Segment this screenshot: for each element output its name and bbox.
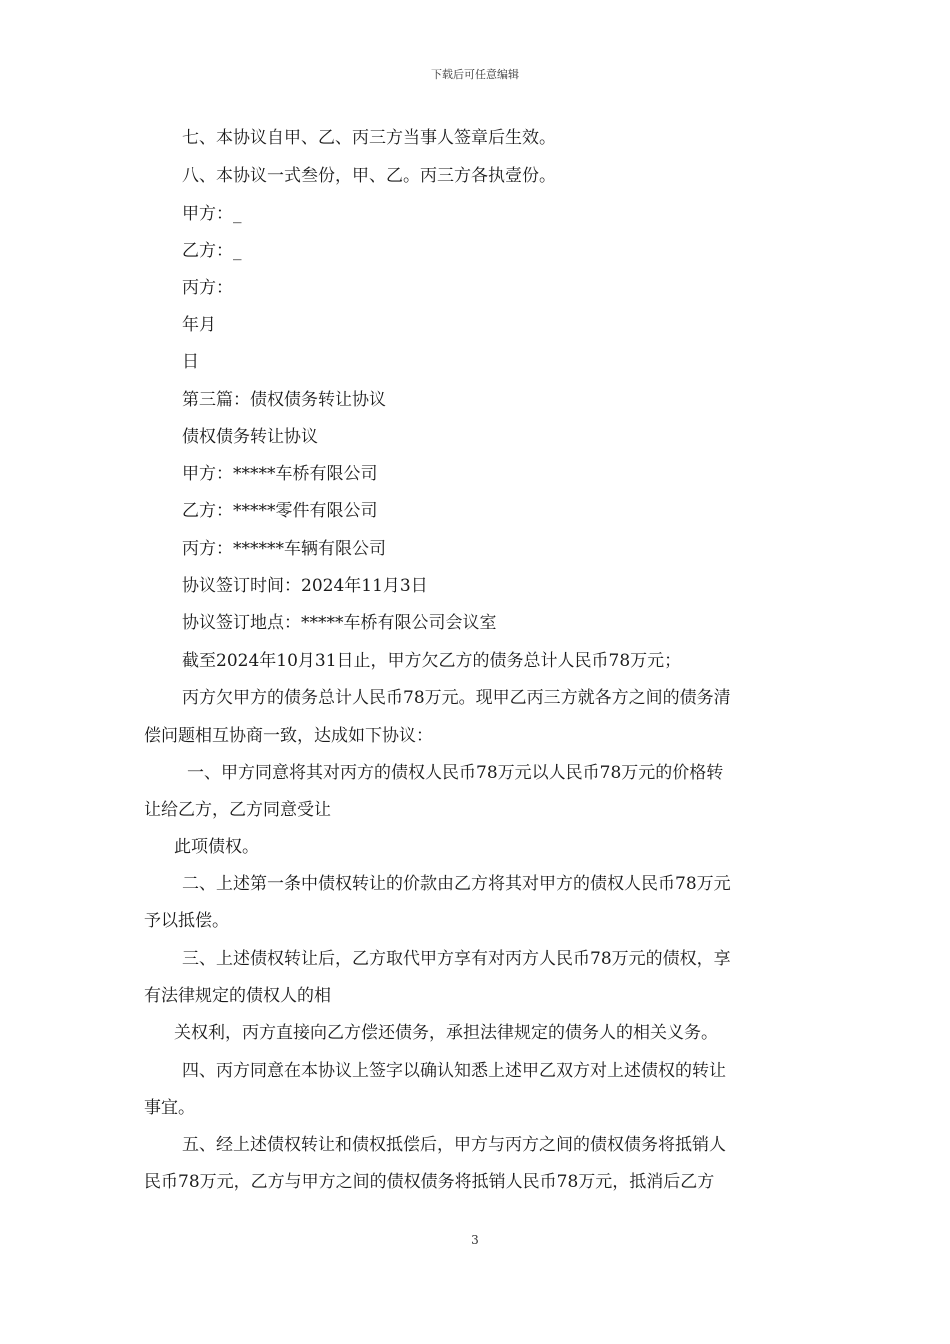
clause-seven: 七、本协议自甲、乙、丙三方当事人签章后生效。 [182,128,556,148]
clause-one-line-3: 此项债权。 [174,837,259,857]
party-b: 乙方：*****零件有限公司 [182,501,378,521]
preamble-line-1: 截至2024年10月31日止，甲方欠乙方的债务总计人民币78万元； [182,651,682,671]
clause-three-line-2: 有法律规定的债权人的相 [144,986,331,1006]
party-b-signature: 乙方：_ [182,241,242,261]
signing-time: 协议签订时间：2024年11月3日 [182,576,428,596]
section-title: 第三篇：债权债务转让协议 [182,390,386,410]
clause-four-line-1: 四、丙方同意在本协议上签字以确认知悉上述甲乙双方对上述债权的转让 [182,1061,726,1081]
party-c-signature: 丙方： [182,278,233,298]
page-number: 3 [471,1233,479,1247]
clause-three-line-3: 关权利，丙方直接向乙方偿还债务，承担法律规定的债务人的相关义务。 [174,1023,718,1043]
clause-eight: 八、本协议一式叁份，甲、乙。丙三方各执壹份。 [182,166,556,186]
preamble-line-2: 丙方欠甲方的债务总计人民币78万元。现甲乙丙三方就各方之间的债务清 [182,688,731,708]
page-header: 下载后可任意编辑 [431,68,519,81]
party-a: 甲方：*****车桥有限公司 [182,464,378,484]
clause-one-line-2: 让给乙方，乙方同意受让 [144,800,331,820]
clause-two-line-1: 二、上述第一条中债权转让的价款由乙方将其对甲方的债权人民币78万元 [182,874,731,894]
date-day: 日 [182,352,199,372]
clause-three-line-1: 三、上述债权转让后，乙方取代甲方享有对丙方人民币78万元的债权，享 [182,949,731,969]
party-c: 丙方：******车辆有限公司 [182,539,386,559]
preamble-line-3: 偿问题相互协商一致，达成如下协议： [144,726,433,746]
clause-four-line-2: 事宜。 [144,1098,195,1118]
signing-place: 协议签订地点：*****车桥有限公司会议室 [182,613,497,633]
party-a-signature: 甲方：_ [182,204,242,224]
clause-two-line-2: 予以抵偿。 [144,911,229,931]
agreement-title: 债权债务转让协议 [182,427,318,447]
clause-five-line-2: 民币78万元，乙方与甲方之间的债权债务将抵销人民币78万元，抵消后乙方 [144,1172,715,1192]
clause-one-line-1: 一、甲方同意将其对丙方的债权人民币78万元以人民币78万元的价格转 [187,763,724,783]
clause-five-line-1: 五、经上述债权转让和债权抵偿后，甲方与丙方之间的债权债务将抵销人 [182,1135,726,1155]
date-year-month: 年月 [182,315,216,335]
